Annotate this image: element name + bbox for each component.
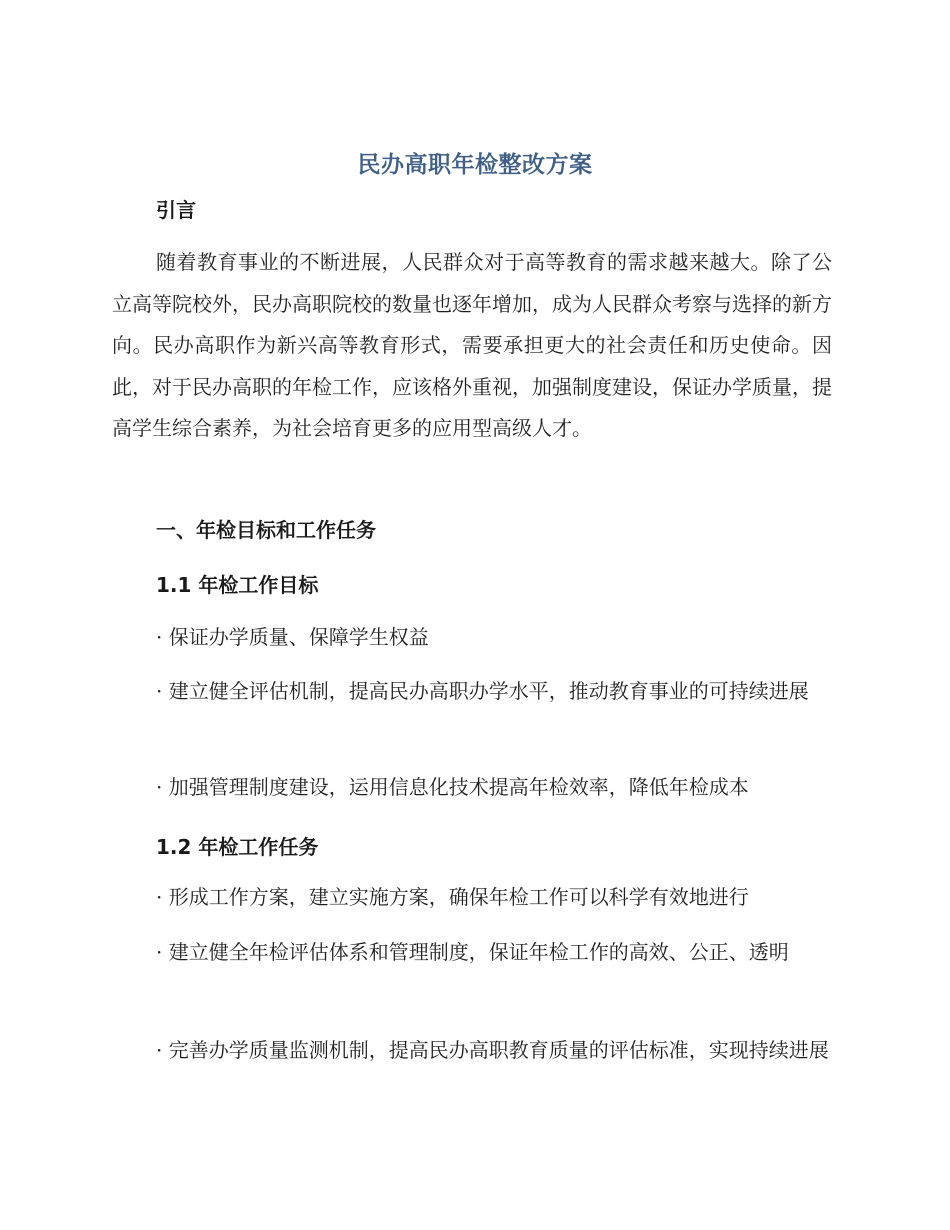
intro-heading: 引言 [156, 198, 196, 222]
intro-paragraph: 随着教育事业的不断进展，人民群众对于高等教育的需求越来越大。除了公立高等院校外，民办高职院校的数量也逐年增加，成为人民群众考察与选择的新方向。民办高职作为新兴高等教育形式，需要承担更大的社会责任和历史使命。因此，对于民办高职的年检工作，应该格外重视，加强制度建设，保证办学质量，提高学生综合素养，为社会培育更多的应用型高级人才。 [112, 250, 832, 440]
sub1-item: · 加强管理制度建设，运用信息化技术提高年检效率，降低年检成本 [156, 775, 749, 799]
document-title: 民办高职年检整改方案 [357, 152, 593, 178]
sub1-heading: 1.1 年检工作目标 [156, 573, 319, 597]
sub1-item: · 保证办学质量、保障学生权益 [156, 625, 429, 649]
section1-heading: 一、年检目标和工作任务 [156, 518, 376, 542]
sub1-item: · 建立健全评估机制，提高民办高职办学水平，推动教育事业的可持续进展 [156, 679, 809, 703]
sub2-item: · 形成工作方案，建立实施方案，确保年检工作可以科学有效地进行 [156, 885, 749, 909]
sub2-item: · 建立健全年检评估体系和管理制度，保证年检工作的高效、公正、透明 [156, 940, 789, 964]
sub2-heading: 1.2 年检工作任务 [156, 835, 319, 859]
sub2-item: · 完善办学质量监测机制，提高民办高职教育质量的评估标准，实现持续进展 [156, 1038, 829, 1062]
